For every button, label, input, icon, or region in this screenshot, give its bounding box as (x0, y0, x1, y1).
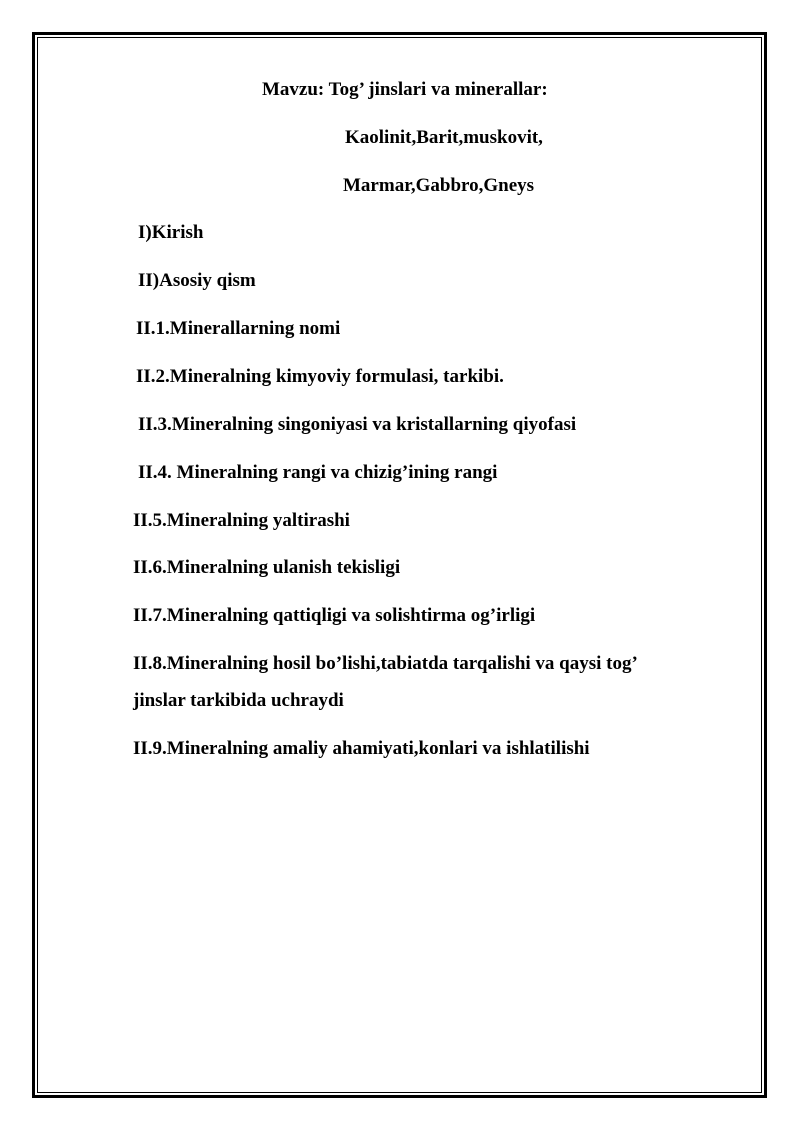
outline-item-ii-2: II.2.Mineralning kimyoviy formulasi, tarkibi. (136, 366, 504, 387)
outline-item-ii-8: II.8.Mineralning hosil bo’lishi,tabiatda tarqalishi va qaysi tog’ (133, 653, 638, 674)
topic-minerals-line-1: Kaolinit,Barit,muskovit, (345, 127, 543, 148)
outline-item-ii-3: II.3.Mineralning singoniyasi va kristallarning qiyofasi (138, 414, 577, 435)
outline-item-ii-8-continued: jinslar tarkibida uchraydi (133, 690, 344, 711)
outline-item-introduction: I)Kirish (138, 222, 204, 243)
outline-item-ii-7: II.7.Mineralning qattiqligi va solishtirma og’irligi (133, 605, 536, 626)
outline-item-ii-9: II.9.Mineralning amaliy ahamiyati,konlari va ishlatilishi (133, 738, 590, 759)
topic-title: Mavzu: Tog’ jinslari va minerallar: (262, 79, 548, 100)
outline-item-main-part: II)Asosiy qism (138, 270, 256, 291)
outline-item-ii-5: II.5.Mineralning yaltirashi (133, 510, 350, 531)
outline-item-ii-6: II.6.Mineralning ulanish tekisligi (133, 557, 401, 578)
topic-minerals-line-2: Marmar,Gabbro,Gneys (343, 175, 535, 196)
outline-item-ii-4: II.4. Mineralning rangi va chizig’ining rangi (138, 462, 498, 483)
outline-item-ii-1: II.1.Minerallarning nomi (136, 318, 341, 339)
